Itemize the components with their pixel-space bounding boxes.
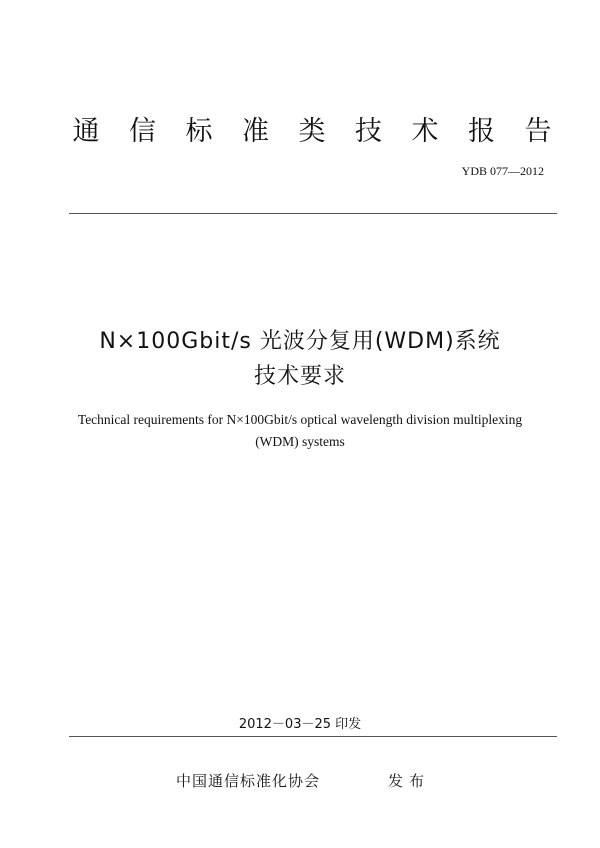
category-char: 信 — [129, 116, 156, 147]
category-char: 准 — [242, 116, 269, 147]
title-english-line-1: Technical requirements for N×100Gbit/s optical wavelength division multiplexing — [77, 412, 523, 427]
category-char: 告 — [524, 116, 552, 147]
release-label: 发布 — [388, 772, 431, 790]
publisher-name: 中国通信标准化协会 — [176, 772, 321, 790]
title-chinese-line-1: N×100Gbit/s 光波分复用(WDM)系统 — [99, 329, 501, 354]
title-english — [60, 409, 540, 453]
title-chinese-line-2: 技术要求 — [253, 364, 346, 389]
category-char: 标 — [185, 116, 213, 147]
category-char: 技 — [355, 116, 382, 147]
document-number: YDB 077—2012 — [461, 164, 544, 178]
title-english-line-2: (WDM) systems — [255, 434, 345, 449]
category-char: 类 — [298, 116, 326, 147]
category-char: 通 — [72, 116, 100, 147]
bottom-divider — [69, 736, 557, 737]
report-category-title — [72, 114, 552, 150]
top-divider — [69, 213, 557, 214]
category-char: 术 — [411, 116, 439, 147]
category-char: 报 — [468, 116, 495, 147]
issue-date: 2012－03－25 印发 — [238, 717, 362, 732]
